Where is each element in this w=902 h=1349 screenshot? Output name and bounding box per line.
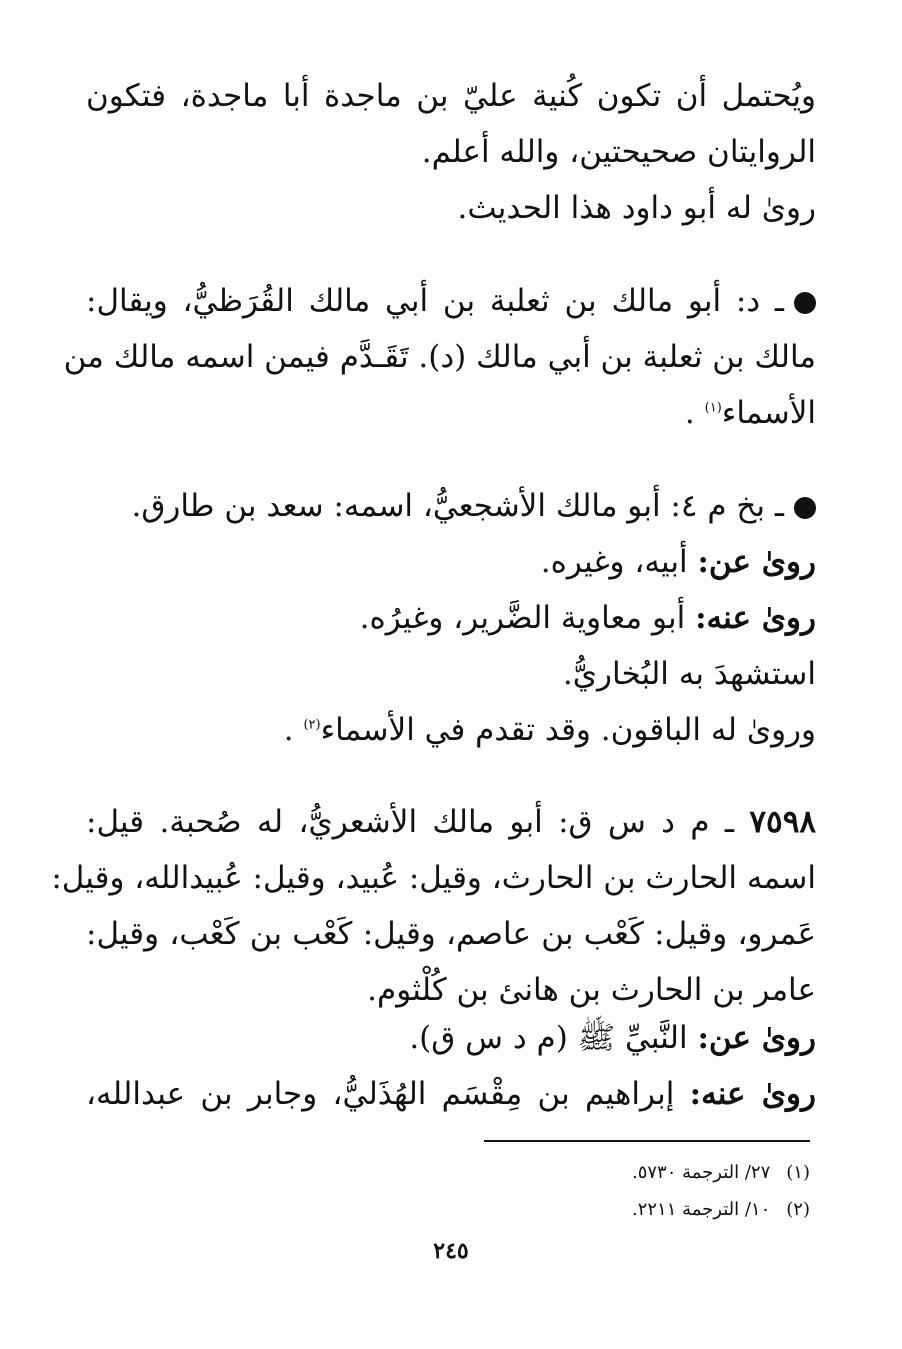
text-line	[86, 385, 816, 441]
period: .	[684, 395, 695, 431]
period: .	[283, 712, 294, 748]
page-number: ٢٤٥	[433, 1238, 469, 1264]
text-line: اسمه الحارث بن الحارث، وقيل: عُبيد، وقيل: عُبيدالله، وقيل:	[51, 860, 816, 896]
narrated-by-line	[86, 1066, 816, 1122]
entry-heading: ـ م د س ق: أبو مالك الأشعريُّ، له صُحبة. قيل:	[86, 804, 734, 840]
entry-heading-line	[86, 273, 816, 329]
narrated-from-line	[86, 1010, 816, 1066]
text-line: استشهدَ به البُخاريُّ.	[562, 656, 816, 692]
footnote	[200, 1195, 810, 1225]
entry-abu-malik-ashari	[51, 794, 816, 1018]
footnote	[200, 1158, 810, 1188]
text-line: الروايتان صحيحتين، والله أعلم.	[421, 134, 816, 170]
text-line: روىٰ له أبو داود هذا الحديث.	[457, 190, 816, 226]
asma-word: الأسماء	[721, 395, 816, 431]
footnote-ref: (١)	[704, 400, 722, 416]
entry2-notes	[86, 646, 816, 758]
intro-paragraph	[86, 68, 816, 236]
text-line: مالك بن ثعلبة بن أبي مالك (د). تَقَـدَّم فيمن اسمه مالك من	[63, 339, 816, 375]
entry-heading-line	[86, 478, 816, 534]
narrated-from-text: النَّبيِّ ﷺ (م د س ق).	[409, 1020, 688, 1056]
narrated-by-label: روىٰ عنه:	[695, 600, 816, 636]
note-text: وروىٰ له الباقون. وقد تقدم في الأسماء	[320, 712, 816, 748]
bullet-icon	[794, 292, 816, 314]
footnote-divider	[484, 1140, 810, 1142]
entry-abu-malik-ibn-thalaba	[63, 273, 816, 441]
entry-heading-line	[86, 794, 816, 850]
narrated-by-text: أبو معاوية الضَّرير، وغيرُه.	[359, 600, 686, 636]
footnote-text: ١٠/ الترجمة ٢٢١١.	[631, 1199, 771, 1220]
text-line: ويُحتمل أن تكون كُنية عليّ بن ماجدة أبا ماجدة، فتكون	[86, 78, 816, 114]
entry3-narrations	[86, 1010, 816, 1122]
footnote-text: ٢٧/ الترجمة ٥٧٣٠.	[631, 1162, 771, 1183]
narrated-by-text: إبراهيم بن مِقْسَم الهُذَليُّ، وجابر بن عبدالله،	[86, 1076, 675, 1112]
narrated-from-label: روىٰ عن:	[697, 544, 816, 580]
text-line: عامر بن الحارث بن هانئ بن كُلْثوم.	[367, 972, 816, 1008]
entry-heading: ـ بخ م ٤: أبو مالك الأشجعيُّ، اسمه: سعد بن طارق.	[131, 488, 784, 524]
narrated-by-line	[86, 590, 816, 646]
text-line: عَمرو، وقيل: كَعْب بن عاصم، وقيل: كَعْب بن كَعْب، وقيل:	[86, 916, 816, 952]
narrated-by-label: روىٰ عنه:	[689, 1076, 816, 1112]
text-line	[86, 702, 816, 758]
entry-number: ٧٥٩٨	[749, 804, 816, 840]
narrated-from-label: روىٰ عن:	[697, 1020, 816, 1056]
footnote-number: (٢)	[786, 1199, 810, 1220]
entry-heading: ـ د: أبو مالك بن ثعلبة بن أبي مالك القُرَظيُّ، ويقال:	[86, 283, 784, 319]
narrated-from-text: أبيه، وغيره.	[540, 544, 688, 580]
footnote-number: (١)	[786, 1162, 810, 1183]
narrated-from-line	[86, 534, 816, 590]
entry-abu-malik-ashjai	[86, 478, 816, 646]
footnote-ref: (٢)	[303, 717, 321, 733]
bullet-icon	[794, 497, 816, 519]
